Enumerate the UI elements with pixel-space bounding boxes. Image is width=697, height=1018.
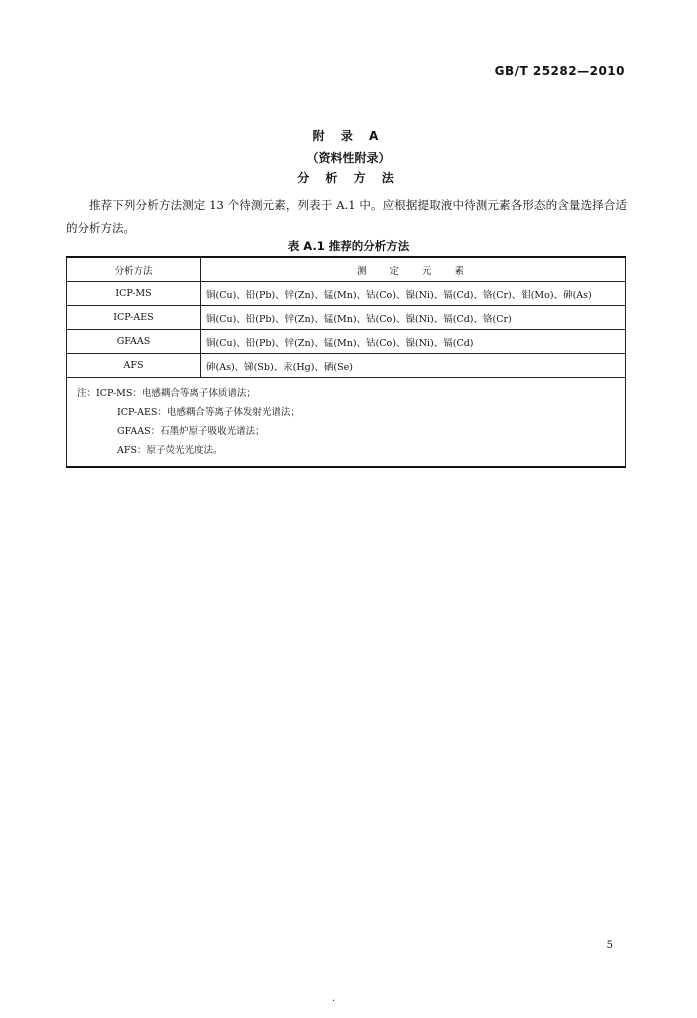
elements-cell: 铜(Cu)、铅(Pb)、锌(Zn)、锰(Mn)、钴(Co)、镍(Ni)、镉(Cd)、铬(Cr) [201, 306, 626, 330]
table-header-row [67, 257, 626, 282]
note-line: GFAAS：石墨炉原子吸收光谱法； [117, 426, 265, 437]
intro-paragraph [66, 194, 627, 240]
note-line: 注：ICP-MS：电感耦合等离子体质谱法； [77, 388, 256, 399]
standard-code: GB/T 25282—2010 [494, 64, 625, 78]
page-number: 5 [606, 940, 613, 951]
table-notes [67, 378, 626, 468]
method-cell: GFAAS [67, 330, 201, 354]
table-row [67, 354, 626, 378]
table-caption: 表 A.1 推荐的分析方法 [287, 239, 410, 253]
method-cell: AFS [67, 354, 201, 378]
method-cell: ICP-MS [67, 282, 201, 306]
elements-cell: 砷(As)、锑(Sb)、汞(Hg)、硒(Se) [201, 354, 626, 378]
appendix-heading: 分 析 方 法 [297, 171, 400, 185]
elements-cell: 铜(Cu)、铅(Pb)、锌(Zn)、锰(Mn)、钴(Co)、镍(Ni)、镉(Cd) [201, 330, 626, 354]
methods-table [66, 256, 626, 468]
table-row [67, 306, 626, 330]
bottom-mark: . [332, 993, 336, 1004]
appendix-subtitle: （资料性附录） [306, 151, 391, 165]
method-cell: ICP-AES [67, 306, 201, 330]
appendix-title: 附 录 A [312, 129, 385, 143]
header-elements: 测 定 元 素 [201, 257, 626, 282]
intro-text: 推荐下列分析方法测定 13 个待测元素，列表于 A.1 中。应根据提取液中待测元素各形态的含量选择合适的分析方法。 [66, 198, 627, 235]
note-line: ICP-AES：电感耦合等离子体发射光谱法； [117, 407, 300, 418]
header-method: 分析方法 [67, 257, 201, 282]
table-row [67, 330, 626, 354]
table-row [67, 282, 626, 306]
table-notes-row [67, 378, 626, 468]
elements-cell: 铜(Cu)、铅(Pb)、锌(Zn)、锰(Mn)、钴(Co)、镍(Ni)、镉(Cd)、铬(Cr)、钼(Mo)、砷(As) [201, 282, 626, 306]
note-line: AFS：原子荧光光度法。 [117, 445, 223, 456]
